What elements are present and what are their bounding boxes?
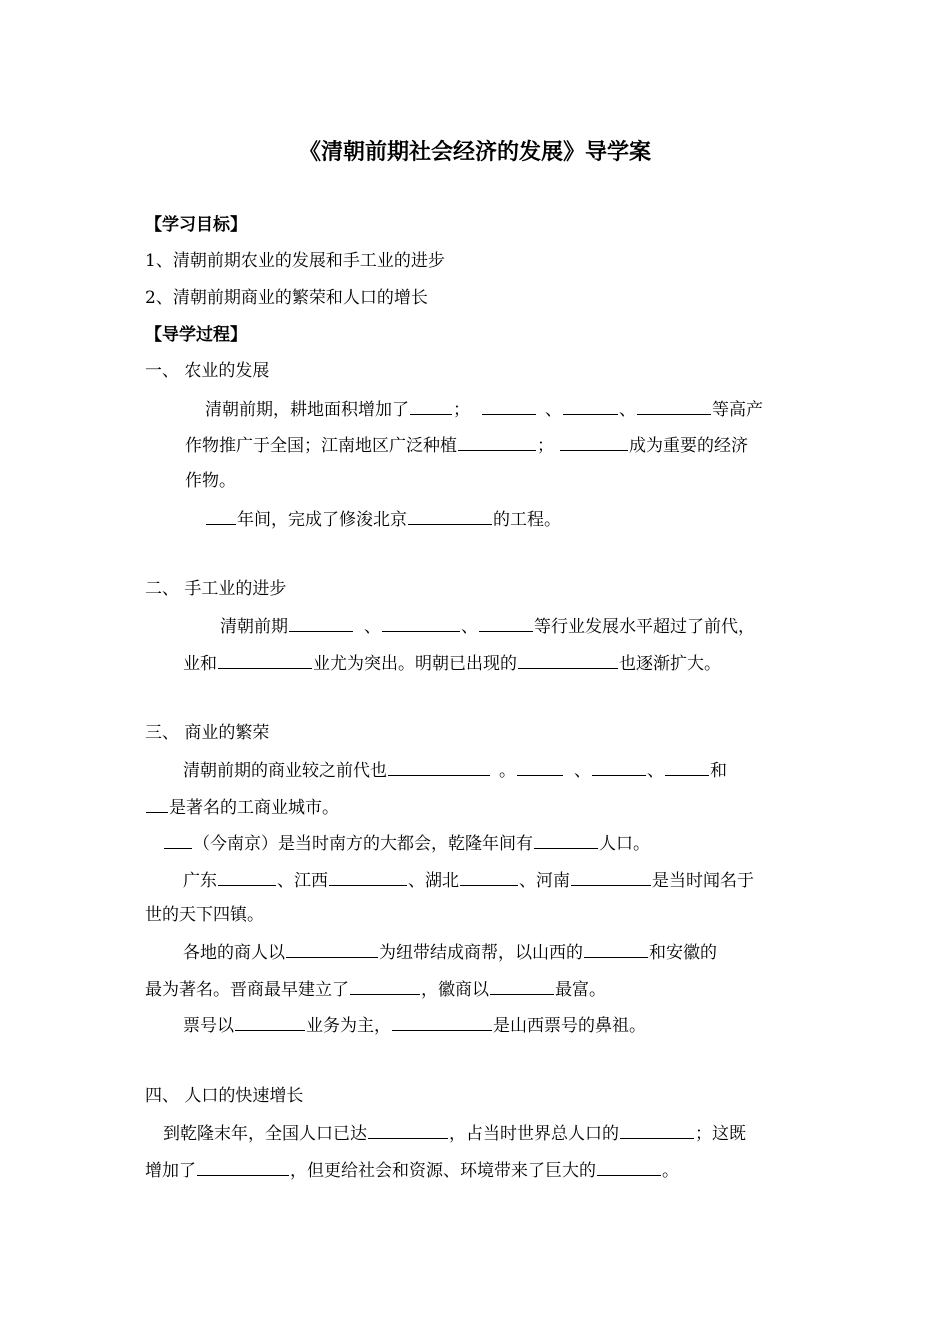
fill-blank[interactable] — [563, 397, 618, 415]
section-1-heading: 一、 农业的发展 — [145, 361, 270, 381]
fill-blank[interactable] — [392, 1013, 492, 1031]
section-4-line-1: 到乾隆末年，全国人口已达 ，占当时世界总人口的 ；这既 — [163, 1121, 746, 1145]
fill-blank[interactable] — [164, 831, 192, 849]
fill-blank[interactable] — [571, 868, 651, 886]
fill-blank[interactable] — [458, 433, 536, 451]
section-1-line-1: 清朝前期，耕地面积增加了 ； 、 、 等高产 — [205, 397, 763, 421]
fill-blank[interactable] — [517, 758, 563, 776]
fill-blank[interactable] — [197, 1158, 289, 1176]
fill-blank[interactable] — [518, 651, 618, 669]
section-3-heading: 三、 商业的繁荣 — [145, 723, 270, 743]
fill-blank[interactable] — [410, 397, 452, 415]
fill-blank[interactable] — [350, 977, 420, 995]
section-4-line-2: 增加了 ，但更给社会和资源、环境带来了巨大的 。 — [145, 1158, 679, 1182]
fill-blank[interactable] — [286, 940, 378, 958]
objective-item-2: 2、清朝前期商业的繁荣和人口的增长 — [145, 288, 428, 308]
fill-blank[interactable] — [592, 758, 646, 776]
fill-blank[interactable] — [218, 868, 276, 886]
document-title: 《清朝前期社会经济的发展》导学案 — [298, 139, 651, 165]
fill-blank[interactable] — [218, 651, 312, 669]
fill-blank[interactable] — [206, 507, 236, 525]
section-3-line-5: 世的天下四镇。 — [145, 905, 264, 925]
fill-blank[interactable] — [235, 1013, 305, 1031]
section-3-line-1: 清朝前期的商业较之前代也 。 、 、 和 — [183, 758, 727, 782]
fill-blank[interactable] — [388, 758, 490, 776]
fill-blank[interactable] — [408, 507, 492, 525]
section-3-line-6: 各地的商人以 为纽带结成商帮，以山西的 和安徽的 — [183, 940, 717, 964]
fill-blank[interactable] — [329, 868, 407, 886]
section-2-heading: 二、 手工业的进步 — [145, 579, 287, 599]
objective-item-1: 1、清朝前期农业的发展和手工业的进步 — [145, 251, 445, 271]
fill-blank[interactable] — [289, 614, 353, 632]
section-3-line-2: 是著名的工商业城市。 — [145, 795, 339, 819]
process-heading: 【导学过程】 — [145, 325, 247, 345]
section-3-line-7: 最为著名。晋商最早建立了 ，徽商以 最富。 — [145, 977, 606, 1001]
section-4-heading: 四、 人口的快速增长 — [145, 1086, 304, 1106]
section-1-line-2: 作物推广于全国；江南地区广泛种植 ； 成为重要的经济 — [185, 433, 748, 457]
section-3-line-8: 票号以 业务为主， 是山西票号的鼻祖。 — [183, 1013, 646, 1037]
fill-blank[interactable] — [479, 614, 533, 632]
fill-blank[interactable] — [620, 1121, 694, 1139]
fill-blank[interactable] — [490, 977, 554, 995]
section-2-line-2: 业和 业尤为突出。明朝已出现的 也逐渐扩大。 — [183, 651, 721, 675]
section-1-line-4: 年间，完成了修浚北京 的工程。 — [205, 507, 561, 531]
section-3-line-3: （今南京）是当时南方的大都会，乾隆年间有 人口。 — [163, 831, 650, 855]
fill-blank[interactable] — [368, 1121, 448, 1139]
section-1-line-3: 作物。 — [185, 471, 236, 491]
fill-blank[interactable] — [560, 433, 628, 451]
fill-blank[interactable] — [637, 397, 711, 415]
fill-blank[interactable] — [584, 940, 648, 958]
fill-blank[interactable] — [382, 614, 460, 632]
fill-blank[interactable] — [597, 1158, 661, 1176]
objectives-heading: 【学习目标】 — [145, 215, 247, 235]
fill-blank[interactable] — [460, 868, 518, 886]
fill-blank[interactable] — [534, 831, 598, 849]
section-2-line-1: 清朝前期 、 、 等行业发展水平超过了前代， — [220, 614, 755, 638]
section-3-line-4: 广东 、江西 、湖北 、河南 是当时闻名于 — [183, 868, 754, 892]
fill-blank[interactable] — [665, 758, 709, 776]
fill-blank[interactable] — [482, 397, 536, 415]
fill-blank[interactable] — [146, 795, 168, 813]
